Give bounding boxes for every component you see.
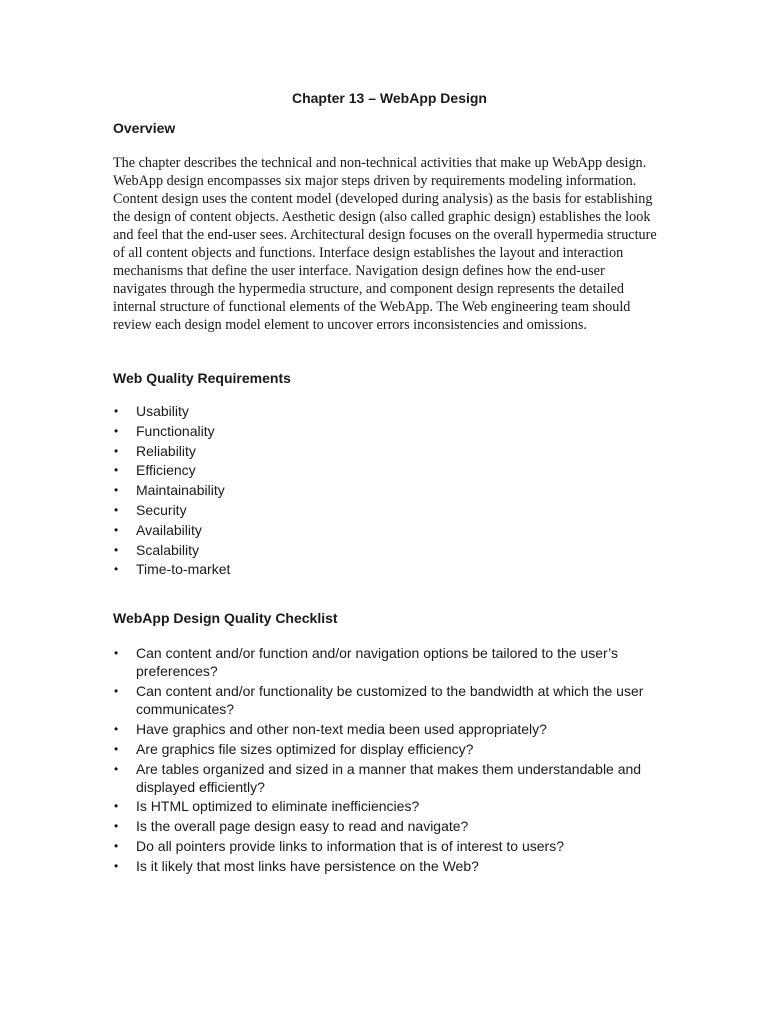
list-item: • Security [114, 501, 187, 518]
bullet-icon: • [114, 443, 119, 458]
list-item: • Have graphics and other non-text media been used appropriately? [114, 720, 547, 737]
list-item: • Scalability [114, 541, 200, 558]
bullet-icon: • [114, 404, 119, 418]
list-item: • Usability [114, 403, 189, 419]
list-item: • Reliability [114, 442, 196, 459]
bullet-icon: • [114, 799, 119, 814]
checklist-heading: WebApp Design Quality Checklist [113, 610, 338, 627]
list-item: • Are graphics file sizes optimized for display efficiency? [114, 740, 474, 757]
list-item: • Is HTML optimized to eliminate inefficiencies? [114, 798, 420, 815]
bullet-icon: • [114, 741, 119, 756]
list-item: • Functionality [114, 422, 215, 439]
bullet-icon: • [114, 721, 119, 736]
list-item: • Can content and/or function and/or navigation options be tailored to the user’s preferences? [114, 645, 619, 680]
bullet-icon: • [114, 463, 119, 478]
quality-requirements-list [113, 402, 658, 578]
list-item: • Availability [114, 521, 202, 538]
bullet-icon: • [114, 562, 119, 577]
list-item: • Is the overall page design easy to read and navigate? [114, 818, 469, 835]
list-item: • Time-to-market [114, 561, 231, 578]
bullet-icon: • [114, 522, 119, 537]
list-item: • Maintainability [114, 482, 225, 499]
bullet-icon: • [114, 502, 119, 517]
overview-paragraph: The chapter describes the technical and non-technical activities that make up WebApp design. WebApp design encompasses six major steps driven by requirements modeling information. Content design uses the content model (developed during analysis) as the basis for establishing the design of content objects. Aesthetic design (also called graphic design) establishes the look and feel that the end-user sees. Architectural design focuses on the overall hypermedia structure of all content objects and functions. Interface design establishes the layout and interaction mechanisms that define the user interface. Navigation design defines how the end-user navigates through the hypermedia structure, and component design represents the detailed internal structure of functional elements of the WebApp. The Web engineering team should review each design model element to uncover errors inconsistencies and omissions. [113, 155, 657, 333]
bullet-icon: • [114, 423, 119, 438]
list-item: • Efficiency [114, 462, 196, 479]
bullet-icon: • [114, 761, 119, 776]
bullet-icon: • [114, 819, 119, 834]
document-page [113, 90, 658, 877]
bullet-icon: • [114, 646, 119, 661]
overview-heading: Overview [113, 120, 176, 136]
list-item: • Can content and/or functionality be customized to the bandwidth at which the user communicates? [114, 683, 644, 718]
design-quality-checklist [113, 644, 658, 874]
bullet-icon: • [114, 542, 119, 557]
bullet-icon: • [114, 684, 119, 699]
bullet-icon: • [114, 483, 119, 498]
list-item: • Are tables organized and sized in a manner that makes them understandable and displayed efficiently? [114, 760, 642, 795]
quality-requirements-heading: Web Quality Requirements [113, 370, 291, 386]
list-item: • Do all pointers provide links to information that is of interest to users? [114, 837, 564, 854]
bullet-icon: • [114, 858, 119, 873]
list-item: • Is it likely that most links have persistence on the Web? [114, 857, 479, 874]
page-title: Chapter 13 – WebApp Design [291, 90, 487, 106]
bullet-icon: • [114, 838, 119, 853]
